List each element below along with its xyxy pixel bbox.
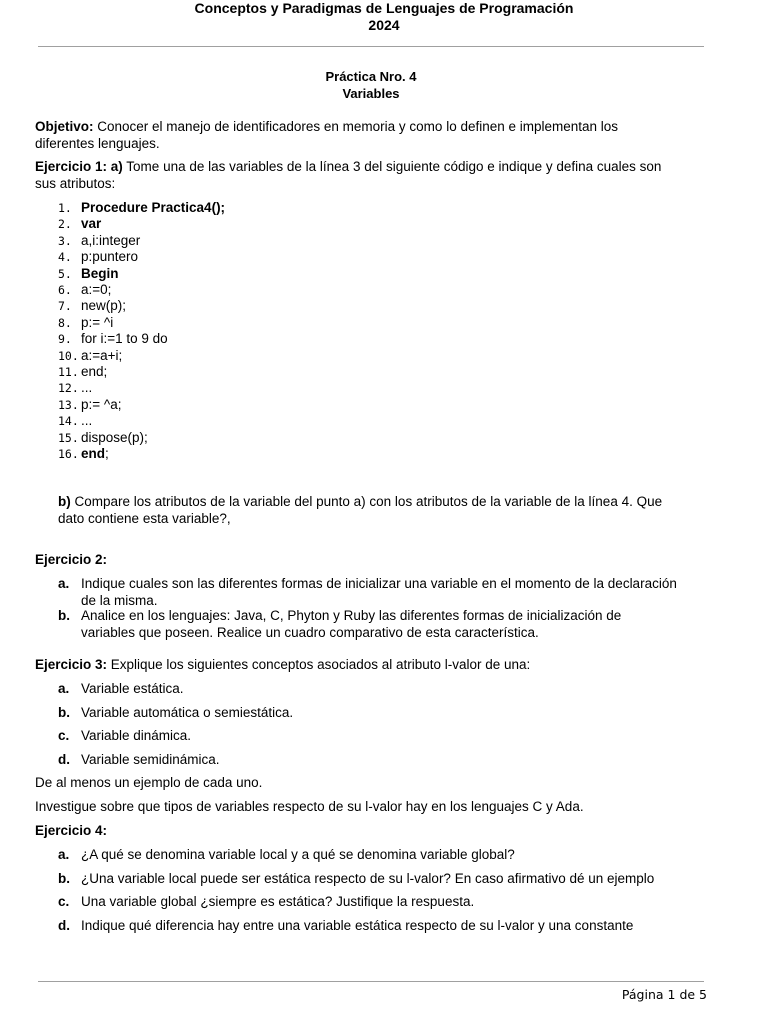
objective-paragraph (35, 118, 707, 152)
list-label: a. (58, 681, 70, 696)
list-text-line1: Analice en los lenguajes: Java, C, Phyton y Ruby las diferentes formas de inicialización de (81, 608, 622, 623)
list-label: d. (58, 918, 70, 933)
code-line-text: new(p); (81, 298, 127, 314)
list-text: Variable dinámica. (81, 728, 192, 743)
code-line-number: 11. (58, 365, 79, 379)
code-line-number: 16. (58, 447, 79, 461)
code-line-text: p:puntero (81, 249, 139, 265)
exercise4-label: Ejercicio 4: (35, 823, 108, 838)
code-line-number: 5. (58, 266, 72, 281)
code-line (58, 216, 458, 232)
code-line-text: a:=0; (81, 282, 112, 297)
code-line-text: ... (81, 413, 93, 429)
code-line-text: p:= ^a; (81, 396, 122, 412)
code-line (58, 200, 458, 216)
list-text: Variable estática. (81, 681, 184, 696)
header-divider (38, 46, 704, 47)
code-line-text: p:= ^i (81, 314, 114, 330)
exercise1b-text-line1: Compare los atributos de la variable del punto a) con los atributos de la variable de la línea 4. Que (70, 494, 663, 509)
code-line-number: 12. (58, 381, 79, 396)
list-label: b. (58, 608, 70, 623)
code-line (58, 430, 458, 446)
exercise1b-paragraph (58, 493, 707, 527)
exercise2-label: Ejercicio 2: (35, 552, 108, 567)
exercise2-heading (35, 551, 707, 568)
code-line (58, 446, 458, 462)
code-line-text: end; (81, 364, 108, 379)
list-label: d. (58, 752, 70, 767)
code-line (58, 315, 458, 331)
code-line-text: ... (81, 380, 93, 396)
list-label: c. (58, 894, 70, 909)
list-text (81, 607, 707, 641)
exercise3-text: Explique los siguientes conceptos asociados al atributo l-valor de una: (107, 657, 531, 672)
code-line (58, 397, 458, 413)
code-line (58, 249, 458, 265)
course-title: Conceptos y Paradigmas de Lenguajes de Programación (194, 0, 574, 16)
code-line-number: 14. (58, 414, 79, 429)
exercise3-note2: Investigue sobre que tipos de variables respecto de su l-valor hay en los lenguajes C y Ada. (35, 799, 584, 814)
list-text: Variable semidinámica. (81, 752, 220, 767)
list-text-line1: Indique cuales son las diferentes formas de inicializar una variable en el momento de la declaración (81, 576, 677, 591)
code-line-number: 10. (58, 348, 79, 363)
objective-text-line1: Conocer el manejo de identificadores en memoria y como lo definen e implementan los (93, 119, 619, 134)
code-line-number: 2. (58, 217, 72, 232)
list-text: Una variable global ¿siempre es estática? Justifique la respuesta. (81, 894, 475, 909)
code-line-number: 13. (58, 397, 79, 412)
practice-title: Práctica Nro. 4 (325, 69, 417, 84)
code-line-number: 6. (58, 283, 72, 297)
objective-text-line2: diferentes lenguajes. (35, 136, 160, 151)
list-text: Variable automática o semiestática. (81, 705, 294, 720)
code-line-number: 3. (58, 233, 72, 248)
list-text: ¿A qué se denomina variable local y a qué se denomina variable global? (81, 847, 515, 862)
code-line (58, 348, 458, 364)
code-line-number: 1. (58, 201, 72, 215)
code-line (58, 413, 458, 429)
code-line-text: dispose(p); (81, 429, 148, 445)
footer-divider (38, 981, 704, 982)
page-number: Página 1 de 5 (621, 987, 707, 1002)
code-line-text: end (81, 446, 106, 461)
code-line (58, 380, 458, 396)
exercise1b-text-line2: dato contiene esta variable?, (58, 511, 231, 526)
list-text-line2: variables que poseen. Realice un cuadro comparativo de esta característica. (81, 625, 539, 640)
exercise1-label: Ejercicio 1: a) (35, 159, 123, 174)
course-year: 2024 (368, 17, 400, 33)
list-label: b. (58, 871, 70, 886)
list-text: Indique qué diferencia hay entre una variable estática respecto de su l-valor y una constante (81, 918, 634, 933)
list-label: c. (58, 728, 70, 743)
code-line (58, 298, 458, 314)
exercise1b-label: b) (58, 494, 71, 509)
code-line-text: for i:=1 to 9 do (81, 331, 168, 347)
list-label: b. (58, 705, 70, 720)
code-line-text: var (81, 216, 102, 232)
code-line-text: a,i:integer (81, 232, 141, 248)
practice-subtitle: Variables (342, 86, 400, 101)
code-line (58, 364, 458, 380)
code-line-number: 7. (58, 299, 72, 314)
code-line-text: a:=a+i; (81, 347, 123, 363)
exercise1-text-line2: sus atributos: (35, 176, 116, 191)
code-line-number: 9. (58, 332, 72, 347)
list-label: a. (58, 576, 70, 591)
exercise1-text-line1: Tome una de las variables de la línea 3 del siguiente código e indique y defina cuales son (122, 159, 662, 174)
code-line-suffix: ; (105, 446, 109, 461)
list-text-line2: de la misma. (81, 593, 158, 608)
code-line (58, 266, 458, 282)
exercise1-paragraph (35, 158, 707, 192)
code-line (58, 282, 458, 298)
exercise3-label: Ejercicio 3: (35, 657, 108, 672)
code-line-text: Begin (81, 265, 119, 281)
list-label: a. (58, 847, 70, 862)
objective-label: Objetivo: (35, 119, 94, 134)
exercise3-paragraph (35, 656, 707, 673)
code-line-text: Procedure Practica4(); (81, 200, 226, 215)
exercise4-heading (35, 822, 707, 839)
code-line-number: 4. (58, 250, 72, 265)
code-line-number: 15. (58, 430, 79, 445)
exercise3-note1: De al menos un ejemplo de cada uno. (35, 775, 263, 790)
code-line (58, 331, 458, 347)
code-line-number: 8. (58, 315, 72, 330)
list-text: ¿Una variable local puede ser estática respecto de su l-valor? En caso afirmativo dé un ejemplo (81, 871, 655, 886)
code-line (58, 233, 458, 249)
list-text (81, 575, 707, 609)
